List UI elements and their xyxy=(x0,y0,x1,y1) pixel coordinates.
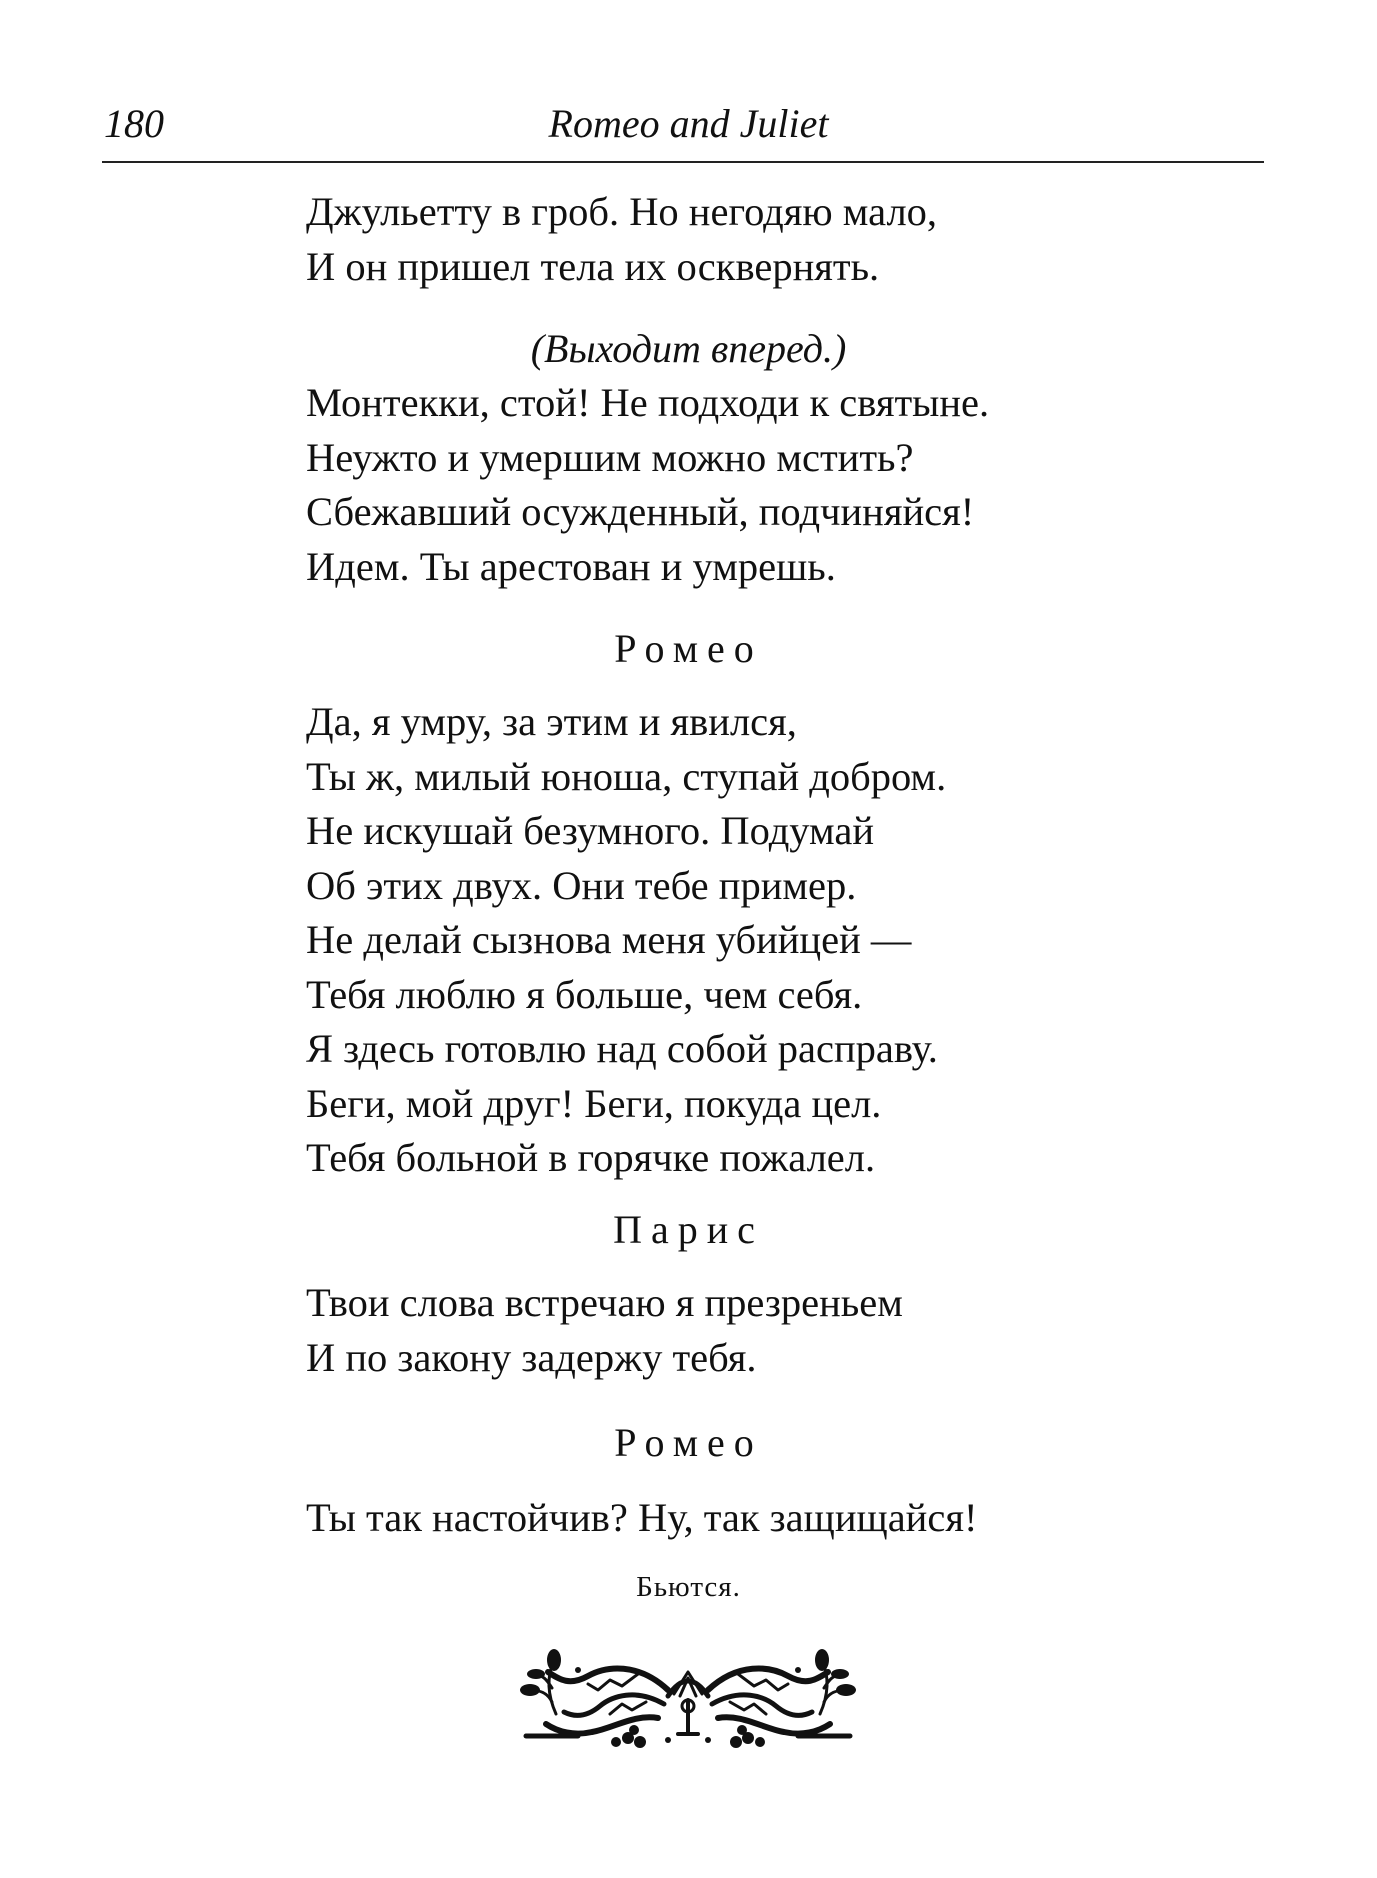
speaker-name-romeo: Ромео xyxy=(614,626,763,671)
running-head xyxy=(104,96,1273,152)
paris-speech-continued-2 xyxy=(306,376,989,594)
verse-line: Монтекки, стой! Не подходи к святыне. xyxy=(306,380,990,425)
speaker-name-paris: Парис xyxy=(613,1207,764,1252)
verse-line: Идем. Ты арестован и умрешь. xyxy=(306,543,836,589)
stage-direction: (Выходит вперед.) xyxy=(530,326,847,371)
verse-line: Я здесь готовлю над собой расправу. xyxy=(306,1026,938,1071)
paris-speech xyxy=(306,1276,903,1385)
running-title: Romeo and Juliet xyxy=(548,101,829,146)
page-number: 180 xyxy=(104,101,164,146)
verse-line: Да, я умру, за этим и явился, xyxy=(306,699,797,744)
verse-line: Сбежавший осужденный, подчиняйся! xyxy=(306,489,975,534)
speaker-name-romeo: Ромео xyxy=(614,1420,763,1465)
verse-line: И по закону задержу тебя. xyxy=(306,1334,757,1380)
verse-line: Тебя люблю я больше, чем себя. xyxy=(306,971,863,1017)
header-rule xyxy=(102,161,1264,163)
verse-line: Неужто и умершим можно мстить? xyxy=(306,434,914,480)
verse-line: Ты ж, милый юноша, ступай добром. xyxy=(306,753,947,799)
verse-line: Тебя больной в горячке пожалел. xyxy=(306,1135,876,1180)
paris-speech-continued xyxy=(306,185,937,294)
verse-line: Не искушай безумного. Подумай xyxy=(306,808,875,853)
romeo-speech xyxy=(306,695,946,1186)
floral-vignette-icon xyxy=(518,1644,858,1752)
verse-line: Джульетту в гроб. Но негодяю мало, xyxy=(306,189,938,234)
verse-line: Не делай сызнова меня убийцей — xyxy=(306,917,912,962)
verse-line: Твои слова встречаю я презреньем xyxy=(306,1280,903,1325)
romeo-speech-2 xyxy=(306,1491,977,1546)
verse-line: И он пришел тела их осквернять. xyxy=(306,243,880,289)
verse-line: Об этих двух. Они тебе пример. xyxy=(306,862,857,908)
verse-line: Беги, мой друг! Беги, покуда цел. xyxy=(306,1080,882,1126)
stage-action: Бьются. xyxy=(636,1571,741,1603)
verse-line: Ты так настойчив? Ну, так защищайся! xyxy=(306,1495,978,1540)
